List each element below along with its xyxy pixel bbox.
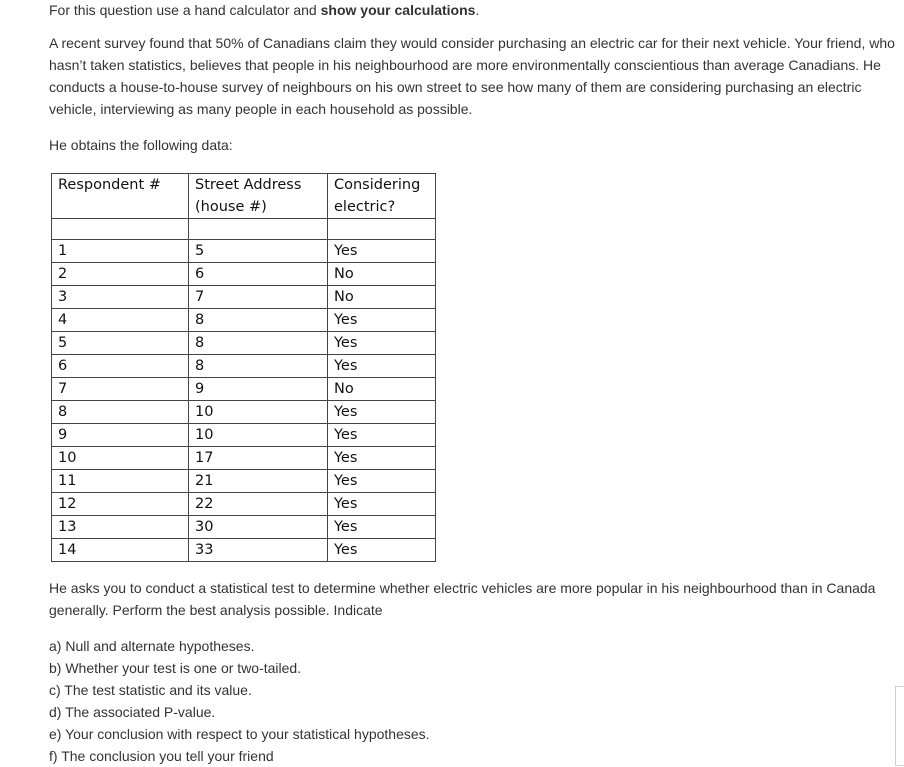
spacer-cell: [52, 219, 189, 240]
data-intro-paragraph: He obtains the following data:: [49, 137, 233, 153]
cell-considering: Yes: [328, 516, 436, 539]
spacer-cell: [189, 219, 328, 240]
cell-respondent: 8: [52, 401, 189, 424]
table-row: [52, 332, 436, 355]
list-item: e) Your conclusion with respect to your statistical hypotheses.: [49, 726, 430, 742]
list-item: d) The associated P-value.: [49, 704, 216, 720]
list-item: f) The conclusion you tell your friend: [49, 748, 274, 764]
cell-considering: Yes: [328, 424, 436, 447]
cell-considering: No: [328, 378, 436, 401]
cell-respondent: 6: [52, 355, 189, 378]
cell-considering: Yes: [328, 401, 436, 424]
cell-respondent: 4: [52, 309, 189, 332]
table-row: [52, 263, 436, 286]
cell-respondent: 7: [52, 378, 189, 401]
cell-considering: Yes: [328, 539, 436, 562]
table-header-row: [52, 174, 436, 219]
cell-street-address: 5: [189, 240, 328, 263]
cell-street-address: 6: [189, 263, 328, 286]
cell-respondent: 2: [52, 263, 189, 286]
cell-street-address: 10: [189, 401, 328, 424]
spacer-cell: [328, 219, 436, 240]
cell-street-address: 30: [189, 516, 328, 539]
cell-considering: Yes: [328, 355, 436, 378]
survey-paragraph: A recent survey found that 50% of Canadians claim they would consider purchasing an electric car for their next vehicle. Your friend, who hasn’t taken statistics, believes that people in his neighbourhood are more environmentally conscientious than average Canadians. He conducts a house-to-house survey of neighbours on his own street to see how many of them are considering purchasing an electric vehicle, interviewing as many people in each household as possible.: [49, 35, 895, 117]
list-item: b) Whether your test is one or two-tailed.: [49, 660, 302, 676]
cell-respondent: 5: [52, 332, 189, 355]
cell-considering: Yes: [328, 493, 436, 516]
cell-considering: No: [328, 263, 436, 286]
cell-considering: Yes: [328, 309, 436, 332]
cell-respondent: 3: [52, 286, 189, 309]
table-body: [52, 219, 436, 562]
table-row: [52, 447, 436, 470]
cell-respondent: 10: [52, 447, 189, 470]
list-item: c) The test statistic and its value.: [49, 682, 252, 698]
instruction-line: [49, 0, 899, 21]
table-row: [52, 539, 436, 562]
table-row: [52, 424, 436, 447]
cell-considering: Yes: [328, 332, 436, 355]
cell-respondent: 9: [52, 424, 189, 447]
table-row: [52, 401, 436, 424]
cell-considering: Yes: [328, 240, 436, 263]
cell-respondent: 12: [52, 493, 189, 516]
list-item: a) Null and alternate hypotheses.: [49, 638, 255, 654]
cell-respondent: 1: [52, 240, 189, 263]
instruction-bold: show your calculations: [320, 2, 476, 18]
cell-respondent: 11: [52, 470, 189, 493]
cell-considering: No: [328, 286, 436, 309]
cell-considering: Yes: [328, 470, 436, 493]
header-respondent: Respondent #: [52, 174, 189, 219]
cell-street-address: 8: [189, 355, 328, 378]
cell-respondent: 13: [52, 516, 189, 539]
instruction-suffix: .: [475, 2, 480, 18]
table-row: [52, 378, 436, 401]
question-list: [49, 635, 430, 767]
cell-street-address: 8: [189, 332, 328, 355]
header-considering-electric: Considering electric?: [328, 174, 436, 219]
instruction-prefix: For this question use a hand calculator and: [49, 2, 321, 18]
table-row: [52, 240, 436, 263]
task-paragraph: He asks you to conduct a statistical test to determine whether electric vehicles are more popular in his neighbourhood than in Canada generally. Perform the best analysis possible. Indicate: [49, 580, 876, 618]
cell-street-address: 10: [189, 424, 328, 447]
table-row: [52, 493, 436, 516]
cell-street-address: 22: [189, 493, 328, 516]
cell-street-address: 9: [189, 378, 328, 401]
cell-street-address: 33: [189, 539, 328, 562]
data-table: [51, 173, 436, 562]
table-row: [52, 355, 436, 378]
cell-respondent: 14: [52, 539, 189, 562]
page-edge-frame: [895, 686, 904, 766]
cell-street-address: 17: [189, 447, 328, 470]
table-spacer-row: [52, 219, 436, 240]
cell-street-address: 8: [189, 309, 328, 332]
cell-street-address: 21: [189, 470, 328, 493]
header-street-address: Street Address (house #): [189, 174, 328, 219]
cell-considering: Yes: [328, 447, 436, 470]
table-row: [52, 470, 436, 493]
cell-street-address: 7: [189, 286, 328, 309]
table-row: [52, 516, 436, 539]
table-row: [52, 309, 436, 332]
table-row: [52, 286, 436, 309]
